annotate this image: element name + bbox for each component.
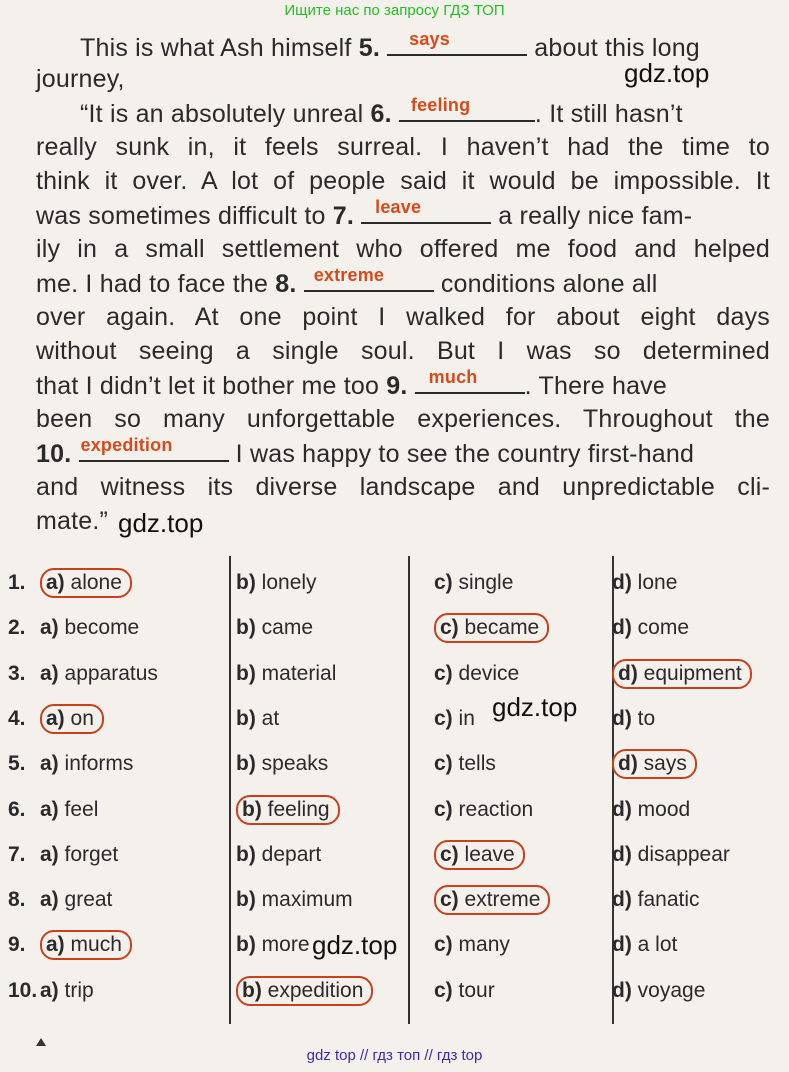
option-a[interactable] xyxy=(40,699,104,739)
option-letter: b) xyxy=(242,978,262,1002)
option-c[interactable] xyxy=(434,744,496,784)
option-letter: c) xyxy=(434,933,453,957)
option-c[interactable] xyxy=(434,790,533,830)
option-d[interactable] xyxy=(612,835,730,875)
text-line-3 xyxy=(80,96,770,130)
answer-6: feeling xyxy=(410,95,471,115)
text-segment: was sometimes difficult to xyxy=(36,202,326,230)
option-word: extreme xyxy=(464,888,541,912)
option-letter: d) xyxy=(612,978,632,1002)
option-d[interactable] xyxy=(612,608,689,648)
option-word: come xyxy=(637,616,690,640)
option-b[interactable] xyxy=(236,835,321,875)
option-word: single xyxy=(458,571,514,594)
answer-7: leave xyxy=(375,197,422,217)
text-line-5: think it over. A lot of people said it would be impossible. It xyxy=(36,167,770,195)
text-segment: “It is an absolutely unreal xyxy=(80,100,364,128)
correct-answer-mark xyxy=(434,885,550,915)
option-content xyxy=(434,707,475,730)
option-content xyxy=(40,888,112,911)
option-letter: c) xyxy=(434,797,453,821)
text-segment: . It still hasn’t xyxy=(534,100,683,128)
option-word: became xyxy=(464,616,540,640)
correct-answer-mark xyxy=(612,749,697,779)
text-line-2: journey, xyxy=(36,65,125,93)
option-d[interactable] xyxy=(612,880,700,920)
option-d[interactable] xyxy=(612,654,752,694)
option-row xyxy=(8,971,778,1011)
option-row xyxy=(8,925,778,965)
correct-answer-mark xyxy=(434,840,525,870)
option-b[interactable] xyxy=(236,971,373,1011)
correct-answer-mark xyxy=(40,568,132,598)
option-letter: d) xyxy=(612,571,632,594)
option-content xyxy=(612,707,655,730)
option-b[interactable] xyxy=(236,608,313,648)
gap-6-blank xyxy=(399,96,535,122)
option-content xyxy=(236,662,336,685)
option-a[interactable] xyxy=(40,971,94,1011)
option-a[interactable] xyxy=(40,563,132,603)
option-word: feel xyxy=(64,797,99,821)
text-segment: . There have xyxy=(524,372,667,400)
option-word: great xyxy=(64,888,113,912)
option-word: equipment xyxy=(643,661,742,685)
gap-7-blank xyxy=(361,198,491,224)
option-row-number: 3. xyxy=(8,661,26,685)
option-content xyxy=(40,752,133,775)
option-letter: a) xyxy=(46,571,65,594)
option-word: device xyxy=(458,661,520,685)
option-word: tells xyxy=(458,752,496,776)
text-segment: that I didn’t let it bother me too xyxy=(36,372,380,400)
option-letter: a) xyxy=(46,706,65,730)
option-content xyxy=(236,933,310,956)
option-word: many xyxy=(458,933,510,957)
option-letter: d) xyxy=(612,888,632,912)
option-letter: c) xyxy=(440,888,459,912)
gap-8-blank xyxy=(304,266,434,292)
option-letter: d) xyxy=(612,706,632,730)
option-row xyxy=(8,744,778,784)
option-b[interactable] xyxy=(236,654,336,694)
option-c[interactable] xyxy=(434,880,550,920)
option-d[interactable] xyxy=(612,925,677,965)
option-content xyxy=(236,707,279,730)
option-c[interactable] xyxy=(434,925,510,965)
option-row xyxy=(8,654,778,694)
text-segment: about this long xyxy=(534,34,700,62)
option-c[interactable] xyxy=(434,563,513,603)
watermark-text: gdz.top xyxy=(312,930,398,960)
option-content xyxy=(236,571,317,594)
option-b[interactable] xyxy=(236,563,317,603)
option-row xyxy=(8,563,778,603)
text-line-11 xyxy=(36,368,770,402)
option-row-number: 4. xyxy=(8,706,26,730)
option-word: mood xyxy=(637,797,691,821)
option-word: a lot xyxy=(637,933,678,957)
option-letter: a) xyxy=(40,616,59,640)
option-row xyxy=(8,608,778,648)
triangle-marker-icon xyxy=(36,1038,46,1046)
option-row-number: 5. xyxy=(8,752,26,776)
option-b[interactable] xyxy=(236,699,279,739)
text-line-15: mate.” xyxy=(36,507,109,535)
text-line-12: been so many unforgettable experiences. Throughout the xyxy=(36,405,770,433)
option-word: voyage xyxy=(637,978,706,1002)
option-letter: b) xyxy=(236,933,256,957)
gap-number-5: 5. xyxy=(358,34,380,62)
option-word: forget xyxy=(64,842,119,866)
option-letter: b) xyxy=(236,616,256,640)
option-row xyxy=(8,699,778,739)
top-banner: Ищите нас по запросу ГДЗ ТОП xyxy=(284,2,505,19)
text-line-6 xyxy=(36,198,770,232)
option-word: become xyxy=(64,616,140,640)
option-word: came xyxy=(261,616,314,640)
option-a[interactable] xyxy=(40,608,139,648)
option-row-number: 9. xyxy=(8,933,26,957)
option-c[interactable] xyxy=(434,699,475,739)
option-c[interactable] xyxy=(434,835,525,875)
option-word: feeling xyxy=(267,797,330,821)
option-letter: d) xyxy=(618,661,638,685)
correct-answer-mark xyxy=(40,930,132,960)
option-word: informs xyxy=(64,752,134,776)
option-word: trip xyxy=(64,978,94,1002)
gap-number-10: 10. xyxy=(36,440,72,468)
option-word: expedition xyxy=(267,978,364,1002)
option-d[interactable] xyxy=(612,699,655,739)
option-content xyxy=(612,979,705,1002)
option-c[interactable] xyxy=(434,654,519,694)
option-word: tour xyxy=(458,978,495,1002)
gap-number-6: 6. xyxy=(370,100,392,128)
option-letter: b) xyxy=(236,888,256,912)
option-content xyxy=(236,843,321,866)
option-letter: b) xyxy=(236,661,256,685)
option-word: alone xyxy=(70,571,122,594)
text-segment: a really nice fam- xyxy=(498,202,693,230)
option-letter: a) xyxy=(40,661,59,685)
correct-answer-mark xyxy=(612,659,752,689)
option-letter: a) xyxy=(40,842,59,866)
answer-5: says xyxy=(409,29,450,49)
option-b[interactable] xyxy=(236,925,310,965)
option-a[interactable] xyxy=(40,744,133,784)
option-letter: c) xyxy=(434,978,453,1002)
option-word: says xyxy=(643,752,687,776)
option-content xyxy=(40,798,98,821)
option-d[interactable] xyxy=(612,563,677,603)
option-letter: d) xyxy=(612,842,632,866)
option-letter: b) xyxy=(242,797,262,821)
option-a[interactable] xyxy=(40,925,132,965)
option-word: much xyxy=(70,933,122,957)
option-c[interactable] xyxy=(434,971,495,1011)
gap-number-9: 9. xyxy=(386,372,408,400)
option-letter: a) xyxy=(40,978,59,1002)
option-letter: c) xyxy=(434,571,453,594)
option-letter: b) xyxy=(236,752,256,776)
option-d[interactable] xyxy=(612,790,690,830)
bottom-banner: gdz top // гдз топ // гдз top xyxy=(306,1047,483,1064)
option-content xyxy=(612,571,677,594)
gap-number-7: 7. xyxy=(332,202,354,230)
option-a[interactable] xyxy=(40,654,158,694)
option-word: lonely xyxy=(261,571,317,594)
option-word: on xyxy=(70,706,94,730)
option-letter: c) xyxy=(434,661,453,685)
option-content xyxy=(434,752,496,775)
option-word: in xyxy=(458,706,475,730)
option-row-number: 10. xyxy=(8,978,38,1002)
option-word: lone xyxy=(637,571,678,594)
option-word: reaction xyxy=(458,797,534,821)
answer-10: expedition xyxy=(80,435,173,455)
option-letter: c) xyxy=(434,706,453,730)
watermark-text: gdz.top xyxy=(624,58,710,88)
option-word: leave xyxy=(464,842,515,866)
option-word: at xyxy=(261,706,280,730)
option-row xyxy=(8,790,778,830)
option-row xyxy=(8,880,778,920)
option-d[interactable] xyxy=(612,744,697,784)
option-content xyxy=(612,933,677,956)
option-content xyxy=(236,616,313,639)
option-letter: a) xyxy=(40,797,59,821)
option-row xyxy=(8,835,778,875)
option-content xyxy=(236,752,328,775)
option-b[interactable] xyxy=(236,880,353,920)
text-line-9: over again. At one point I walked for about eight days xyxy=(36,303,770,331)
option-letter: a) xyxy=(46,933,65,957)
option-letter: d) xyxy=(612,933,632,957)
option-d[interactable] xyxy=(612,971,705,1011)
option-content xyxy=(612,888,700,911)
option-letter: b) xyxy=(236,706,256,730)
option-content xyxy=(612,798,690,821)
option-b[interactable] xyxy=(236,790,340,830)
option-row-number: 1. xyxy=(8,571,26,594)
option-content xyxy=(40,979,94,1002)
option-word: speaks xyxy=(261,752,329,776)
option-content xyxy=(612,616,689,639)
option-letter: d) xyxy=(618,752,638,776)
option-letter: c) xyxy=(440,842,459,866)
correct-answer-mark xyxy=(40,704,104,734)
answer-9: much xyxy=(428,367,478,387)
option-word: fanatic xyxy=(637,888,700,912)
option-content xyxy=(434,933,510,956)
correct-answer-mark xyxy=(236,795,340,825)
option-b[interactable] xyxy=(236,744,328,784)
option-row-number: 6. xyxy=(8,797,26,821)
correct-answer-mark xyxy=(434,613,549,643)
option-row-number: 2. xyxy=(8,616,26,640)
option-letter: c) xyxy=(434,752,453,776)
option-letter: a) xyxy=(40,888,59,912)
option-word: material xyxy=(261,661,337,685)
option-word: apparatus xyxy=(64,661,158,685)
option-word: to xyxy=(637,706,656,730)
text-segment: This is what Ash himself xyxy=(80,34,352,62)
text-segment: I was happy to see the country first-hand xyxy=(235,440,695,468)
option-letter: b) xyxy=(236,842,256,866)
text-line-8 xyxy=(36,266,770,300)
gap-5-blank xyxy=(387,30,527,56)
text-segment: conditions alone all xyxy=(440,270,658,298)
option-content xyxy=(434,979,495,1002)
text-line-13 xyxy=(36,436,770,470)
watermark-text: gdz.top xyxy=(492,692,578,722)
text-line-14: and witness its diverse landscape and unpredictable cli- xyxy=(36,473,770,501)
watermark-text: gdz.top xyxy=(118,508,204,538)
answer-8: extreme xyxy=(313,265,385,285)
option-content xyxy=(612,843,730,866)
option-content xyxy=(434,662,519,685)
option-word: depart xyxy=(261,842,322,866)
option-a[interactable] xyxy=(40,790,98,830)
option-content xyxy=(236,888,353,911)
option-letter: b) xyxy=(236,571,256,594)
option-letter: a) xyxy=(40,752,59,776)
option-letter: d) xyxy=(612,797,632,821)
option-content xyxy=(40,662,158,685)
option-letter: c) xyxy=(440,616,459,640)
option-row-number: 7. xyxy=(8,842,26,866)
option-word: disappear xyxy=(637,842,730,866)
gap-10-blank xyxy=(79,436,229,462)
option-word: maximum xyxy=(261,888,353,912)
option-row-number: 8. xyxy=(8,888,26,912)
gap-9-blank xyxy=(415,368,525,394)
option-content xyxy=(434,798,533,821)
text-segment: me. I had to face the xyxy=(36,270,269,298)
text-line-4: really sunk in, it feels surreal. I haven’t had the time to xyxy=(36,133,770,161)
option-a[interactable] xyxy=(40,880,112,920)
option-letter: d) xyxy=(612,616,632,640)
option-content xyxy=(40,843,118,866)
option-content xyxy=(434,571,513,594)
text-line-10: without seeing a single soul. But I was so determined xyxy=(36,337,770,365)
text-line-7: ily in a small settlement who offered me food and helped xyxy=(36,235,770,263)
option-content xyxy=(40,616,139,639)
gap-number-8: 8. xyxy=(275,270,297,298)
option-word: more xyxy=(261,933,310,957)
correct-answer-mark xyxy=(236,976,373,1006)
option-a[interactable] xyxy=(40,835,118,875)
option-c[interactable] xyxy=(434,608,549,648)
